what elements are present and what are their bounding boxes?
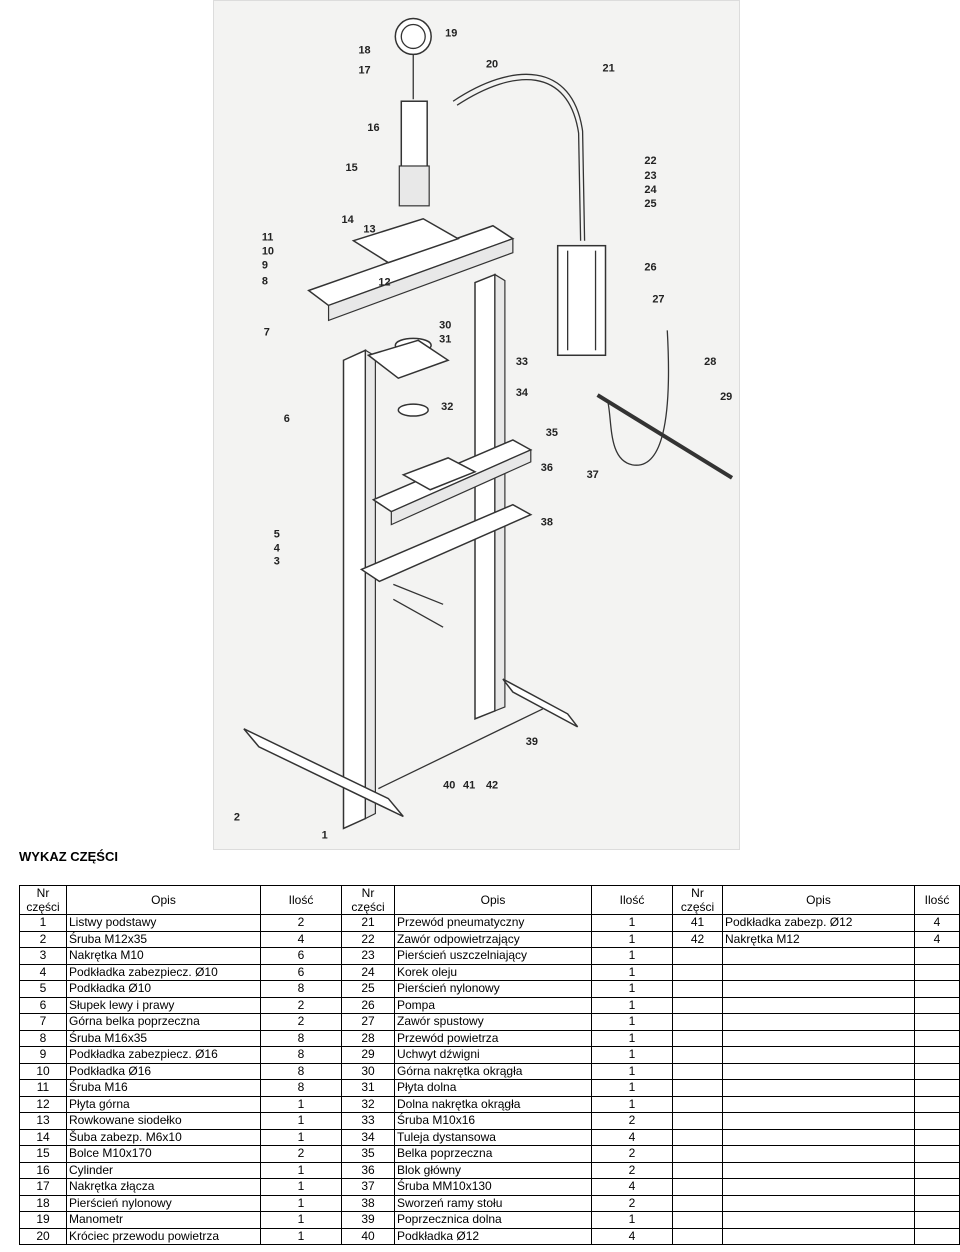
pneumatic-hose-inner xyxy=(457,80,581,241)
table-row xyxy=(20,964,960,981)
part-quantity-cell: 4 xyxy=(592,1129,673,1146)
part-number-cell xyxy=(673,1129,723,1146)
part-number-cell: 29 xyxy=(342,1047,395,1064)
part-description-cell: Belka poprzeczna xyxy=(395,1146,592,1163)
part-quantity-cell xyxy=(915,1162,960,1179)
callout-8: 8 xyxy=(261,275,268,288)
part-description-cell: Śruba M16x35 xyxy=(67,1030,261,1047)
part-description-cell: Uchwyt dźwigni xyxy=(395,1047,592,1064)
part-description-cell: Rowkowane siodełko xyxy=(67,1113,261,1130)
part-number-cell xyxy=(673,1162,723,1179)
part-number-cell xyxy=(673,1014,723,1031)
part-quantity-cell: 2 xyxy=(261,915,342,932)
part-description-cell: Płyta dolna xyxy=(395,1080,592,1097)
header-desc: Opis xyxy=(723,886,915,915)
part-description-cell: Górna nakrętka okrągła xyxy=(395,1063,592,1080)
lever-handle xyxy=(598,395,732,478)
part-quantity-cell: 1 xyxy=(261,1179,342,1196)
callout-41: 41 xyxy=(463,779,476,792)
air-hose xyxy=(608,330,669,465)
part-quantity-cell: 4 xyxy=(261,931,342,948)
part-quantity-cell xyxy=(915,964,960,981)
cylinder xyxy=(401,101,427,171)
part-quantity-cell: 2 xyxy=(592,1162,673,1179)
part-description-cell: Króciec przewodu powietrza xyxy=(67,1228,261,1245)
pump xyxy=(558,246,606,356)
part-quantity-cell: 2 xyxy=(261,1014,342,1031)
part-description-cell xyxy=(723,1096,915,1113)
header-desc: Opis xyxy=(395,886,592,915)
callout-2: 2 xyxy=(233,811,241,824)
part-quantity-cell: 4 xyxy=(592,1179,673,1196)
part-description-cell: Nakrętka M10 xyxy=(67,948,261,965)
cylinder-thread xyxy=(399,166,429,206)
exploded-press-diagram xyxy=(213,0,740,850)
table-row xyxy=(20,948,960,965)
part-description-cell xyxy=(723,1014,915,1031)
part-number-cell: 11 xyxy=(20,1080,67,1097)
callout-21: 21 xyxy=(602,62,615,75)
part-quantity-cell: 1 xyxy=(592,931,673,948)
part-quantity-cell: 2 xyxy=(592,1113,673,1130)
part-description-cell xyxy=(723,1080,915,1097)
part-description-cell xyxy=(723,948,915,965)
part-quantity-cell: 1 xyxy=(592,1014,673,1031)
bottom-crossmember xyxy=(378,709,542,789)
part-number-cell xyxy=(673,1212,723,1229)
part-description-cell xyxy=(723,981,915,998)
table-row xyxy=(20,1228,960,1245)
callout-13: 13 xyxy=(363,223,376,236)
callout-12: 12 xyxy=(378,276,391,289)
table-row xyxy=(20,1047,960,1064)
press-drawing xyxy=(214,1,739,849)
part-description-cell xyxy=(723,1212,915,1229)
part-quantity-cell: 8 xyxy=(261,1080,342,1097)
part-number-cell: 26 xyxy=(342,997,395,1014)
part-quantity-cell xyxy=(915,1113,960,1130)
part-quantity-cell: 1 xyxy=(592,915,673,932)
table-row xyxy=(20,1179,960,1196)
part-number-cell: 21 xyxy=(342,915,395,932)
callout-20: 20 xyxy=(485,58,499,71)
part-quantity-cell xyxy=(915,1063,960,1080)
part-number-cell: 32 xyxy=(342,1096,395,1113)
base-rail-left xyxy=(244,729,403,817)
part-number-cell: 30 xyxy=(342,1063,395,1080)
callout-23: 23 xyxy=(644,169,657,182)
table-row xyxy=(20,1129,960,1146)
part-number-cell: 20 xyxy=(20,1228,67,1245)
callout-3: 3 xyxy=(273,555,280,568)
part-description-cell: Śruba MM10x130 xyxy=(395,1179,592,1196)
callout-18: 18 xyxy=(358,44,371,57)
part-quantity-cell xyxy=(915,1129,960,1146)
table-row xyxy=(20,1162,960,1179)
callout-30: 30 xyxy=(439,319,452,332)
part-description-cell: Manometr xyxy=(67,1212,261,1229)
part-description-cell xyxy=(723,1113,915,1130)
callout-26: 26 xyxy=(644,261,657,274)
part-quantity-cell xyxy=(915,1146,960,1163)
part-description-cell: Przewód pneumatyczny xyxy=(395,915,592,932)
part-description-cell: Śruba M16 xyxy=(67,1080,261,1097)
part-quantity-cell: 8 xyxy=(261,981,342,998)
part-quantity-cell xyxy=(915,1179,960,1196)
part-quantity-cell: 1 xyxy=(592,997,673,1014)
part-quantity-cell xyxy=(915,1195,960,1212)
part-number-cell: 5 xyxy=(20,981,67,998)
part-quantity-cell xyxy=(915,948,960,965)
header-qty: Ilość xyxy=(261,886,342,915)
callout-9: 9 xyxy=(261,259,268,272)
part-number-cell xyxy=(673,1030,723,1047)
part-quantity-cell: 8 xyxy=(261,1030,342,1047)
part-description-cell: Dolna nakrętka okrągła xyxy=(395,1096,592,1113)
part-description-cell xyxy=(723,1179,915,1196)
part-description-cell: Płyta górna xyxy=(67,1096,261,1113)
table-row xyxy=(20,1195,960,1212)
part-quantity-cell xyxy=(915,997,960,1014)
table-row xyxy=(20,1063,960,1080)
part-number-cell: 42 xyxy=(673,931,723,948)
part-number-cell xyxy=(673,1179,723,1196)
part-quantity-cell: 1 xyxy=(592,964,673,981)
part-number-cell: 18 xyxy=(20,1195,67,1212)
callout-31: 31 xyxy=(439,333,452,346)
part-description-cell: Podkładka zabezpiecz. Ø16 xyxy=(67,1047,261,1064)
header-nr: Nr części xyxy=(342,886,395,915)
part-quantity-cell: 2 xyxy=(261,1146,342,1163)
part-number-cell: 17 xyxy=(20,1179,67,1196)
callout-10: 10 xyxy=(261,245,274,258)
part-description-cell: Pierścień nylonowy xyxy=(395,981,592,998)
parts-table-body xyxy=(20,915,960,1245)
table-header-row xyxy=(20,886,960,915)
part-description-cell xyxy=(723,1228,915,1245)
part-quantity-cell: 4 xyxy=(915,931,960,948)
part-description-cell: Listwy podstawy xyxy=(67,915,261,932)
part-description-cell: Podkładka Ø16 xyxy=(67,1063,261,1080)
right-post xyxy=(475,275,495,719)
table-row xyxy=(20,1096,960,1113)
part-number-cell: 35 xyxy=(342,1146,395,1163)
part-number-cell: 41 xyxy=(673,915,723,932)
part-quantity-cell xyxy=(915,1030,960,1047)
callout-16: 16 xyxy=(367,122,380,135)
part-number-cell: 15 xyxy=(20,1146,67,1163)
part-number-cell: 3 xyxy=(20,948,67,965)
callout-25: 25 xyxy=(644,197,657,210)
left-post-side xyxy=(365,350,375,818)
part-description-cell xyxy=(723,1129,915,1146)
part-number-cell xyxy=(673,1080,723,1097)
part-number-cell: 4 xyxy=(20,964,67,981)
part-description-cell: Śruba M12x35 xyxy=(67,931,261,948)
part-quantity-cell xyxy=(915,1228,960,1245)
table-row xyxy=(20,1113,960,1130)
part-quantity-cell: 1 xyxy=(592,1096,673,1113)
callout-39: 39 xyxy=(525,735,538,748)
part-quantity-cell: 4 xyxy=(915,915,960,932)
part-quantity-cell: 1 xyxy=(261,1113,342,1130)
left-post xyxy=(344,350,366,828)
part-number-cell: 10 xyxy=(20,1063,67,1080)
callout-4: 4 xyxy=(273,542,280,555)
bottom-plate xyxy=(368,340,448,378)
part-number-cell xyxy=(673,1228,723,1245)
callout-22: 22 xyxy=(644,154,657,167)
part-quantity-cell: 4 xyxy=(592,1228,673,1245)
part-number-cell: 38 xyxy=(342,1195,395,1212)
part-number-cell: 39 xyxy=(342,1212,395,1229)
part-quantity-cell: 1 xyxy=(592,1212,673,1229)
part-number-cell: 34 xyxy=(342,1129,395,1146)
part-number-cell xyxy=(673,1063,723,1080)
part-description-cell: Pierścień nylonowy xyxy=(67,1195,261,1212)
part-description-cell: Nakrętka złącza xyxy=(67,1179,261,1196)
part-number-cell xyxy=(673,964,723,981)
part-number-cell: 28 xyxy=(342,1030,395,1047)
parts-list-table xyxy=(19,885,960,1245)
part-quantity-cell: 1 xyxy=(261,1195,342,1212)
part-number-cell: 2 xyxy=(20,931,67,948)
callout-14: 14 xyxy=(341,213,354,226)
part-quantity-cell xyxy=(915,1096,960,1113)
part-description-cell: Šuba zabezp. M6x10 xyxy=(67,1129,261,1146)
callout-19: 19 xyxy=(445,27,458,40)
part-quantity-cell xyxy=(915,1080,960,1097)
part-description-cell: Słupek lewy i prawy xyxy=(67,997,261,1014)
callout-7: 7 xyxy=(263,326,270,339)
part-number-cell: 25 xyxy=(342,981,395,998)
part-description-cell: Cylinder xyxy=(67,1162,261,1179)
part-number-cell: 6 xyxy=(20,997,67,1014)
part-quantity-cell: 1 xyxy=(592,1030,673,1047)
part-description-cell: Podkładka zabezp. Ø12 xyxy=(723,915,915,932)
part-number-cell: 12 xyxy=(20,1096,67,1113)
part-number-cell xyxy=(673,1047,723,1064)
callout-17: 17 xyxy=(358,64,371,77)
part-number-cell: 24 xyxy=(342,964,395,981)
part-description-cell: Blok główny xyxy=(395,1162,592,1179)
table-row xyxy=(20,915,960,932)
table-row xyxy=(20,981,960,998)
callout-36: 36 xyxy=(540,461,553,474)
callout-6: 6 xyxy=(283,413,290,426)
part-quantity-cell: 1 xyxy=(261,1129,342,1146)
part-quantity-cell: 6 xyxy=(261,964,342,981)
table-row xyxy=(20,1146,960,1163)
part-description-cell: Pierścień uszczelniający xyxy=(395,948,592,965)
part-description-cell: Górna belka poprzeczna xyxy=(67,1014,261,1031)
header-qty: Ilość xyxy=(592,886,673,915)
part-quantity-cell xyxy=(915,981,960,998)
header-nr: Nr części xyxy=(673,886,723,915)
part-number-cell: 36 xyxy=(342,1162,395,1179)
part-quantity-cell xyxy=(915,1212,960,1229)
part-description-cell: Pompa xyxy=(395,997,592,1014)
callout-11: 11 xyxy=(261,231,274,244)
part-number-cell: 23 xyxy=(342,948,395,965)
table-row xyxy=(20,1030,960,1047)
part-description-cell xyxy=(723,1146,915,1163)
pin-38b xyxy=(393,599,443,627)
part-number-cell: 9 xyxy=(20,1047,67,1064)
table-row xyxy=(20,1014,960,1031)
part-description-cell: Podkładka Ø10 xyxy=(67,981,261,998)
part-description-cell: Tuleja dystansowa xyxy=(395,1129,592,1146)
callout-38: 38 xyxy=(540,516,553,529)
part-quantity-cell: 1 xyxy=(261,1212,342,1229)
part-description-cell: Bolce M10x170 xyxy=(67,1146,261,1163)
part-description-cell xyxy=(723,964,915,981)
part-number-cell: 14 xyxy=(20,1129,67,1146)
part-number-cell: 8 xyxy=(20,1030,67,1047)
part-quantity-cell: 1 xyxy=(261,1228,342,1245)
callout-28: 28 xyxy=(704,356,717,369)
part-quantity-cell: 1 xyxy=(592,948,673,965)
callout-37: 37 xyxy=(586,468,599,481)
callout-5: 5 xyxy=(273,528,280,541)
part-quantity-cell: 6 xyxy=(261,948,342,965)
callout-27: 27 xyxy=(652,293,665,306)
part-number-cell: 19 xyxy=(20,1212,67,1229)
callout-34: 34 xyxy=(515,387,529,400)
part-description-cell xyxy=(723,1063,915,1080)
part-number-cell xyxy=(673,1146,723,1163)
header-nr: Nr części xyxy=(20,886,67,915)
part-quantity-cell: 8 xyxy=(261,1063,342,1080)
page-title: WYKAZ CZĘŚCI xyxy=(19,849,118,864)
part-description-cell: Nakrętka M12 xyxy=(723,931,915,948)
part-number-cell: 37 xyxy=(342,1179,395,1196)
callout-32: 32 xyxy=(441,401,454,414)
callout-24: 24 xyxy=(644,183,657,196)
base-rail-right xyxy=(503,679,578,727)
part-quantity-cell: 2 xyxy=(592,1195,673,1212)
table-row xyxy=(20,931,960,948)
callout-35: 35 xyxy=(545,426,558,439)
part-description-cell xyxy=(723,1195,915,1212)
part-description-cell xyxy=(723,1030,915,1047)
table-row xyxy=(20,1212,960,1229)
part-description-cell: Sworzeń ramy stołu xyxy=(395,1195,592,1212)
header-desc: Opis xyxy=(67,886,261,915)
header-qty: Ilość xyxy=(915,886,960,915)
part-number-cell xyxy=(673,1113,723,1130)
part-number-cell: 31 xyxy=(342,1080,395,1097)
part-quantity-cell xyxy=(915,1047,960,1064)
part-description-cell: Podkładka Ø12 xyxy=(395,1228,592,1245)
part-description-cell xyxy=(723,1047,915,1064)
part-quantity-cell: 1 xyxy=(261,1096,342,1113)
part-quantity-cell: 1 xyxy=(592,1063,673,1080)
part-number-cell xyxy=(673,1195,723,1212)
part-quantity-cell xyxy=(915,1014,960,1031)
part-quantity-cell: 1 xyxy=(592,1080,673,1097)
part-number-cell xyxy=(673,948,723,965)
part-number-cell: 16 xyxy=(20,1162,67,1179)
part-number-cell xyxy=(673,1096,723,1113)
callout-29: 29 xyxy=(720,391,733,404)
part-quantity-cell: 2 xyxy=(261,997,342,1014)
part-description-cell: Podkładka zabezpiecz. Ø10 xyxy=(67,964,261,981)
part-number-cell: 22 xyxy=(342,931,395,948)
part-description-cell xyxy=(723,997,915,1014)
part-number-cell: 1 xyxy=(20,915,67,932)
callout-42: 42 xyxy=(485,779,499,792)
pin-38 xyxy=(393,584,443,604)
right-post-side xyxy=(495,275,505,711)
part-quantity-cell: 1 xyxy=(261,1162,342,1179)
part-description-cell: Zawór spustowy xyxy=(395,1014,592,1031)
part-description-cell: Przewód powietrza xyxy=(395,1030,592,1047)
callout-15: 15 xyxy=(345,161,358,174)
part-number-cell: 13 xyxy=(20,1113,67,1130)
callout-33: 33 xyxy=(515,356,529,369)
table-row xyxy=(20,1080,960,1097)
part-number-cell xyxy=(673,997,723,1014)
part-description-cell: Poprzecznica dolna xyxy=(395,1212,592,1229)
part-number-cell: 33 xyxy=(342,1113,395,1130)
lower-round-nut xyxy=(398,404,428,416)
part-quantity-cell: 1 xyxy=(592,1047,673,1064)
callout-40: 40 xyxy=(443,779,456,792)
part-number-cell: 7 xyxy=(20,1014,67,1031)
part-number-cell: 27 xyxy=(342,1014,395,1031)
part-description-cell: Korek oleju xyxy=(395,964,592,981)
part-number-cell xyxy=(673,981,723,998)
part-quantity-cell: 2 xyxy=(592,1146,673,1163)
part-description-cell: Śruba M10x16 xyxy=(395,1113,592,1130)
table-row xyxy=(20,997,960,1014)
part-number-cell: 40 xyxy=(342,1228,395,1245)
part-description-cell: Zawór odpowietrzający xyxy=(395,931,592,948)
part-quantity-cell: 1 xyxy=(592,981,673,998)
part-description-cell xyxy=(723,1162,915,1179)
pneumatic-hose xyxy=(453,74,584,240)
part-quantity-cell: 8 xyxy=(261,1047,342,1064)
callout-1: 1 xyxy=(321,829,328,842)
